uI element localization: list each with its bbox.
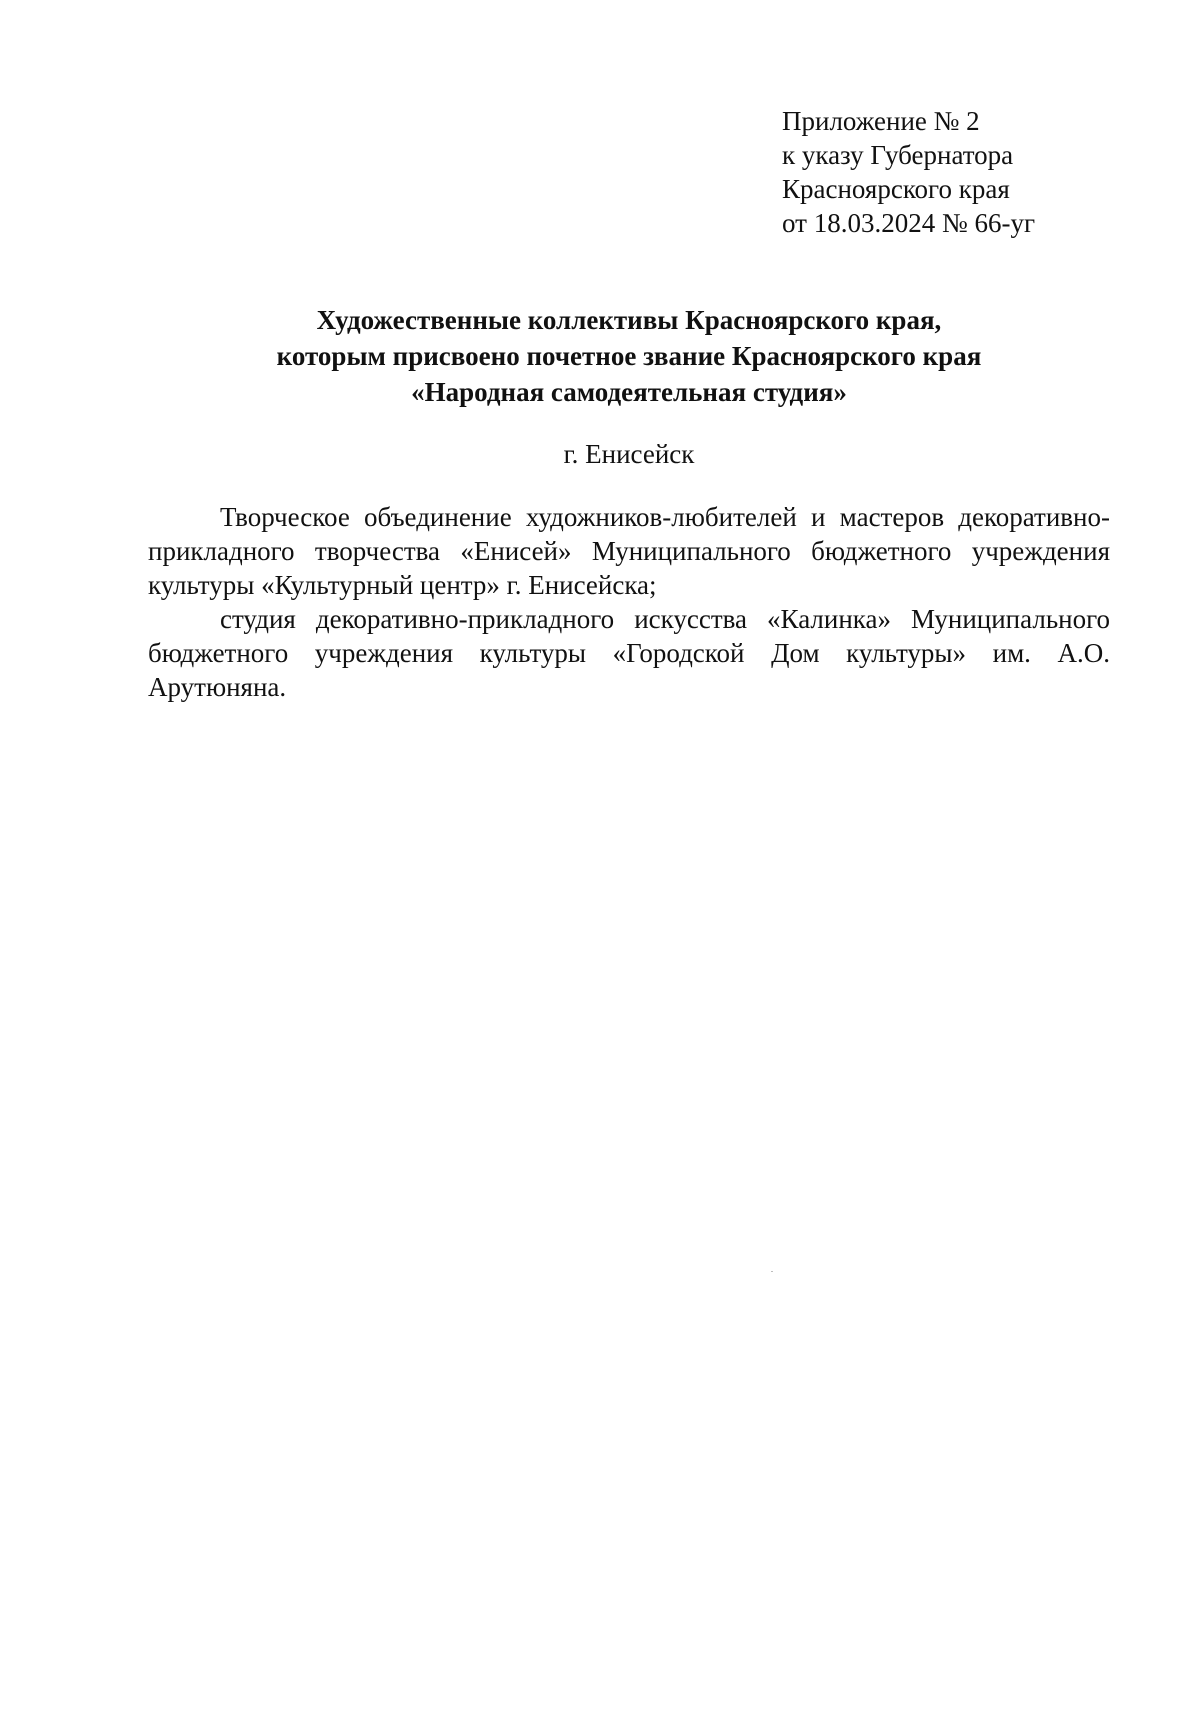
appendix-region: Красноярского края: [782, 174, 1010, 204]
collectives-list: [148, 500, 1110, 704]
collective-item: студия декоративно-прикладного искусства «Калинка» Муниципального бюджетного учреждения культуры «Городской Дом культуры» им. А.О. Арутюняна.: [148, 604, 1110, 702]
scan-speck: [771, 1271, 773, 1272]
document-title: [148, 302, 1110, 410]
title-line-1: Художественные коллективы Красноярского края,: [316, 305, 942, 335]
title-line-2: которым присвоено почетное звание Красноярского края: [276, 341, 982, 371]
appendix-block: [782, 104, 1035, 240]
title-line-3: «Народная самодеятельная студия»: [411, 377, 847, 407]
city-heading: г. Енисейск: [563, 439, 695, 469]
appendix-decree-ref: к указу Губернатора: [782, 140, 1014, 170]
appendix-number: Приложение № 2: [782, 106, 980, 136]
appendix-date-number: от 18.03.2024 № 66-уг: [782, 208, 1036, 238]
collective-item: Творческое объединение художников-любителей и мастеров декоративно-прикладного творчества «Енисей» Муниципального бюджетного учреждения культуры «Культурный центр» г. Енисейска;: [148, 502, 1110, 600]
